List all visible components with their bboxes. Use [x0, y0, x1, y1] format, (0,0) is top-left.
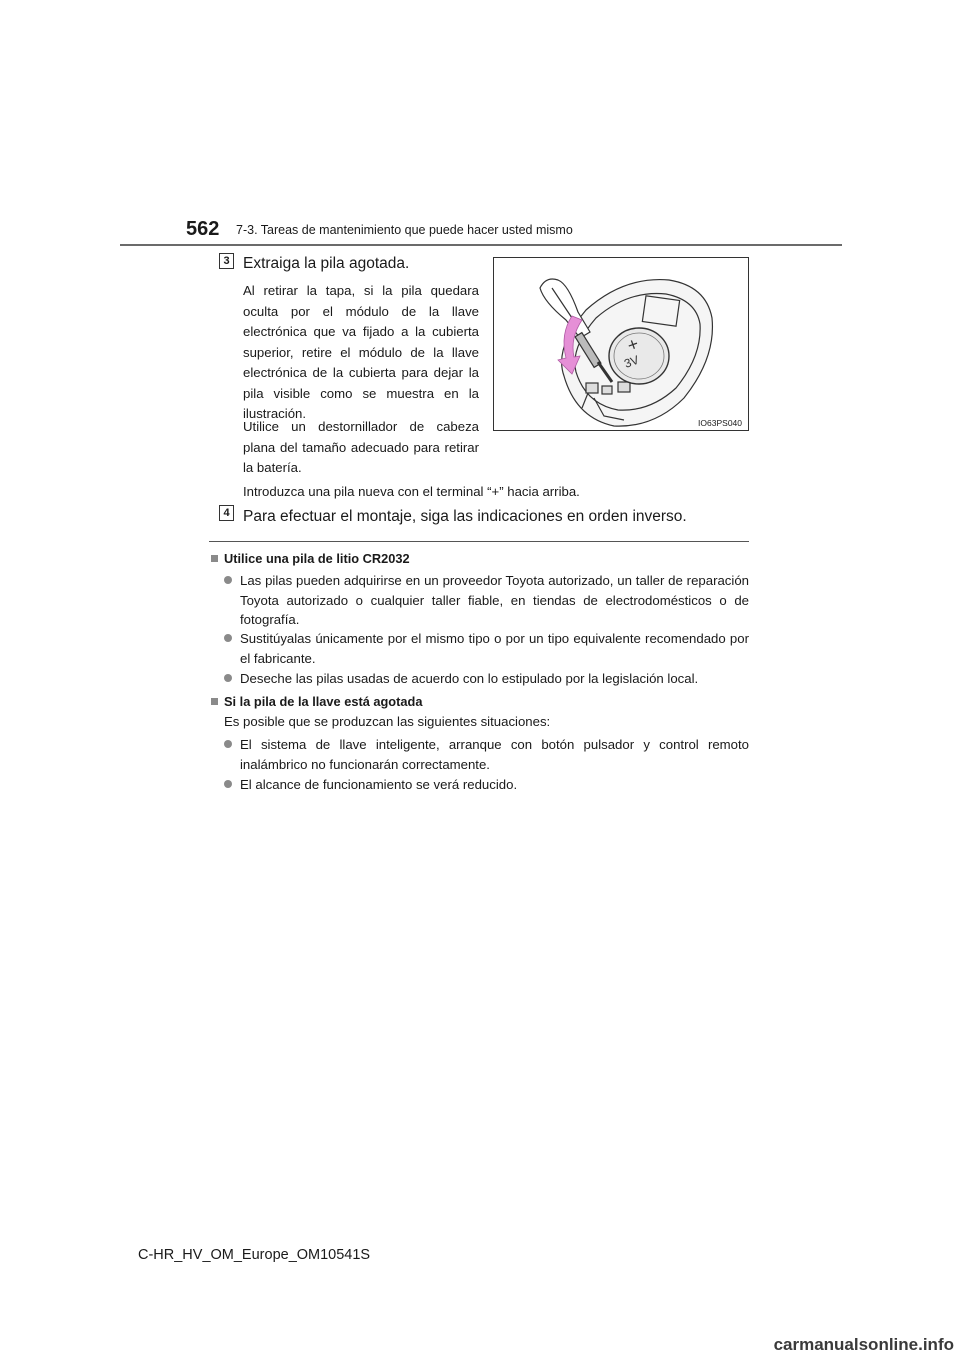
step-3-note: Introduzca una pila nueva con el terminal “+” hacia arriba. — [243, 484, 580, 499]
note-1-bullet-3 — [224, 669, 749, 689]
note-2-bullet-1 — [224, 735, 749, 774]
watermark-logo: carmanualsonline.info — [773, 1335, 954, 1354]
header-rule — [120, 244, 842, 246]
square-bullet-icon — [211, 555, 218, 562]
battery-plus-label: + — [624, 333, 642, 356]
bullet-text: Las pilas pueden adquirirse en un proveedor Toyota autorizado, un taller de reparación Toyota autorizado o cualquier taller fiable, en tiendas de electrodomésticos o de fotografía. — [240, 573, 749, 627]
step-4-heading: Para efectuar el montaje, siga las indicaciones en orden inverso. — [243, 508, 687, 525]
bullet-dot-icon — [224, 780, 232, 788]
illustration-frame — [493, 257, 749, 431]
note-1-heading — [211, 551, 410, 566]
step-3-paragraph-1: Al retirar la tapa, si la pila quedara oculta por el módulo de la llave electrónica que va fijado a la cubierta superior, retire el módulo de la llave electrónica de la cubierta para dejar la pila visible como se muestra en la ilustración. — [243, 283, 479, 421]
step-3-heading: Extraiga la pila agotada. — [243, 255, 410, 272]
bullet-dot-icon — [224, 576, 232, 584]
section-title: 7-3. Tareas de mantenimiento que puede hacer usted mismo — [236, 223, 573, 237]
square-bullet-icon — [211, 698, 218, 705]
note-1-bullet-1 — [224, 571, 749, 630]
bullet-text: Deseche las pilas usadas de acuerdo con lo estipulado por la legislación local. — [240, 671, 699, 686]
coin-battery — [609, 328, 669, 384]
page-number: 562 — [186, 218, 220, 240]
key-battery-illustration — [494, 258, 748, 430]
step-3-paragraph-2: Utilice un destornillador de cabeza plana del tamaño adecuado para retirar la batería. — [243, 419, 479, 475]
footer-doc-code: C-HR_HV_OM_Europe_OM10541S — [138, 1247, 371, 1263]
step-3-badge: 3 — [219, 253, 234, 269]
bullet-text: El sistema de llave inteligente, arranque con botón pulsador y control remoto inalámbrico no funcionarán correctamente. — [240, 737, 749, 772]
note-1-heading-text: Utilice una pila de litio CR2032 — [224, 551, 410, 566]
section-divider — [209, 541, 749, 542]
step-4-badge: 4 — [219, 505, 234, 521]
note-2-bullet-2 — [224, 775, 749, 795]
bullet-text: El alcance de funcionamiento se verá reducido. — [240, 777, 518, 792]
note-2-intro: Es posible que se produzcan las siguientes situaciones: — [224, 714, 551, 729]
battery-voltage-label: 3V — [622, 352, 641, 371]
bullet-dot-icon — [224, 740, 232, 748]
note-2-heading — [211, 694, 422, 709]
bullet-dot-icon — [224, 634, 232, 642]
bullet-dot-icon — [224, 674, 232, 682]
note-1-bullet-2 — [224, 629, 749, 668]
illustration-code: IO63PS040 — [698, 418, 742, 428]
bullet-text: Sustitúyalas únicamente por el mismo tipo o por un tipo equivalente recomendado por el fabricante. — [240, 631, 749, 666]
note-2-heading-text: Si la pila de la llave está agotada — [224, 694, 423, 709]
